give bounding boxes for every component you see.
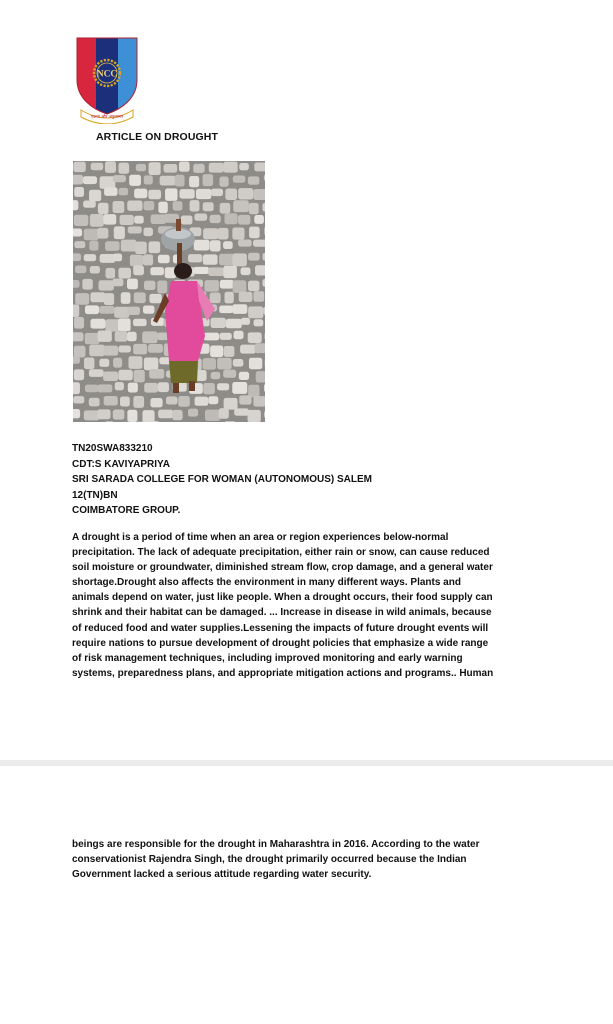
ncc-logo — [74, 36, 140, 124]
cadet-name: CDT:S KAVIYAPRIYA — [72, 458, 170, 470]
drought-photo — [73, 161, 265, 422]
article-title: ARTICLE ON DROUGHT — [96, 131, 218, 143]
group-name: COIMBATORE GROUP. — [72, 505, 181, 516]
cadet-details — [72, 441, 372, 519]
college-name: SRI SARADA COLLEGE FOR WOMAN (AUTONOMOUS) SALEM — [72, 474, 372, 485]
regimental-number: TN20SWA833210 — [72, 443, 153, 454]
document-page-2 — [0, 766, 613, 1024]
logo-motto: एकता और अनुशासन — [90, 114, 124, 119]
article-body-part2: beings are responsible for the drought in Maharashtra in 2016. According to the water conservationist Rajendra Singh, the drought primarily occurred because the Indian Government lacked a serious attitude regarding water security. — [72, 839, 480, 881]
article-body-part1: A drought is a period of time when an area or region experiences below-normal precipitation. The lack of adequate precipitation, either rain or snow, can cause reduced soil moisture or groundwater, diminished stream flow, crop damage, and a general water shortage.Drought also affects the environment in many different ways. Plants and animals depend on water, just like people. When a drought occurs, their food supply can shrink and their habitat can be damaged. ... Increase in disease in wild animals, because of reduced food and water supplies.Lessening the impacts of future drought events will require nations to pursue development of drought policies that emphasize a wide range of risk management techniques, including improved monitoring and early warning systems, preparedness plans, and appropriate mitigation actions and programs.. Human — [72, 532, 494, 679]
logo-text: NCC — [96, 69, 118, 80]
battalion: 12(TN)BN — [72, 489, 118, 501]
